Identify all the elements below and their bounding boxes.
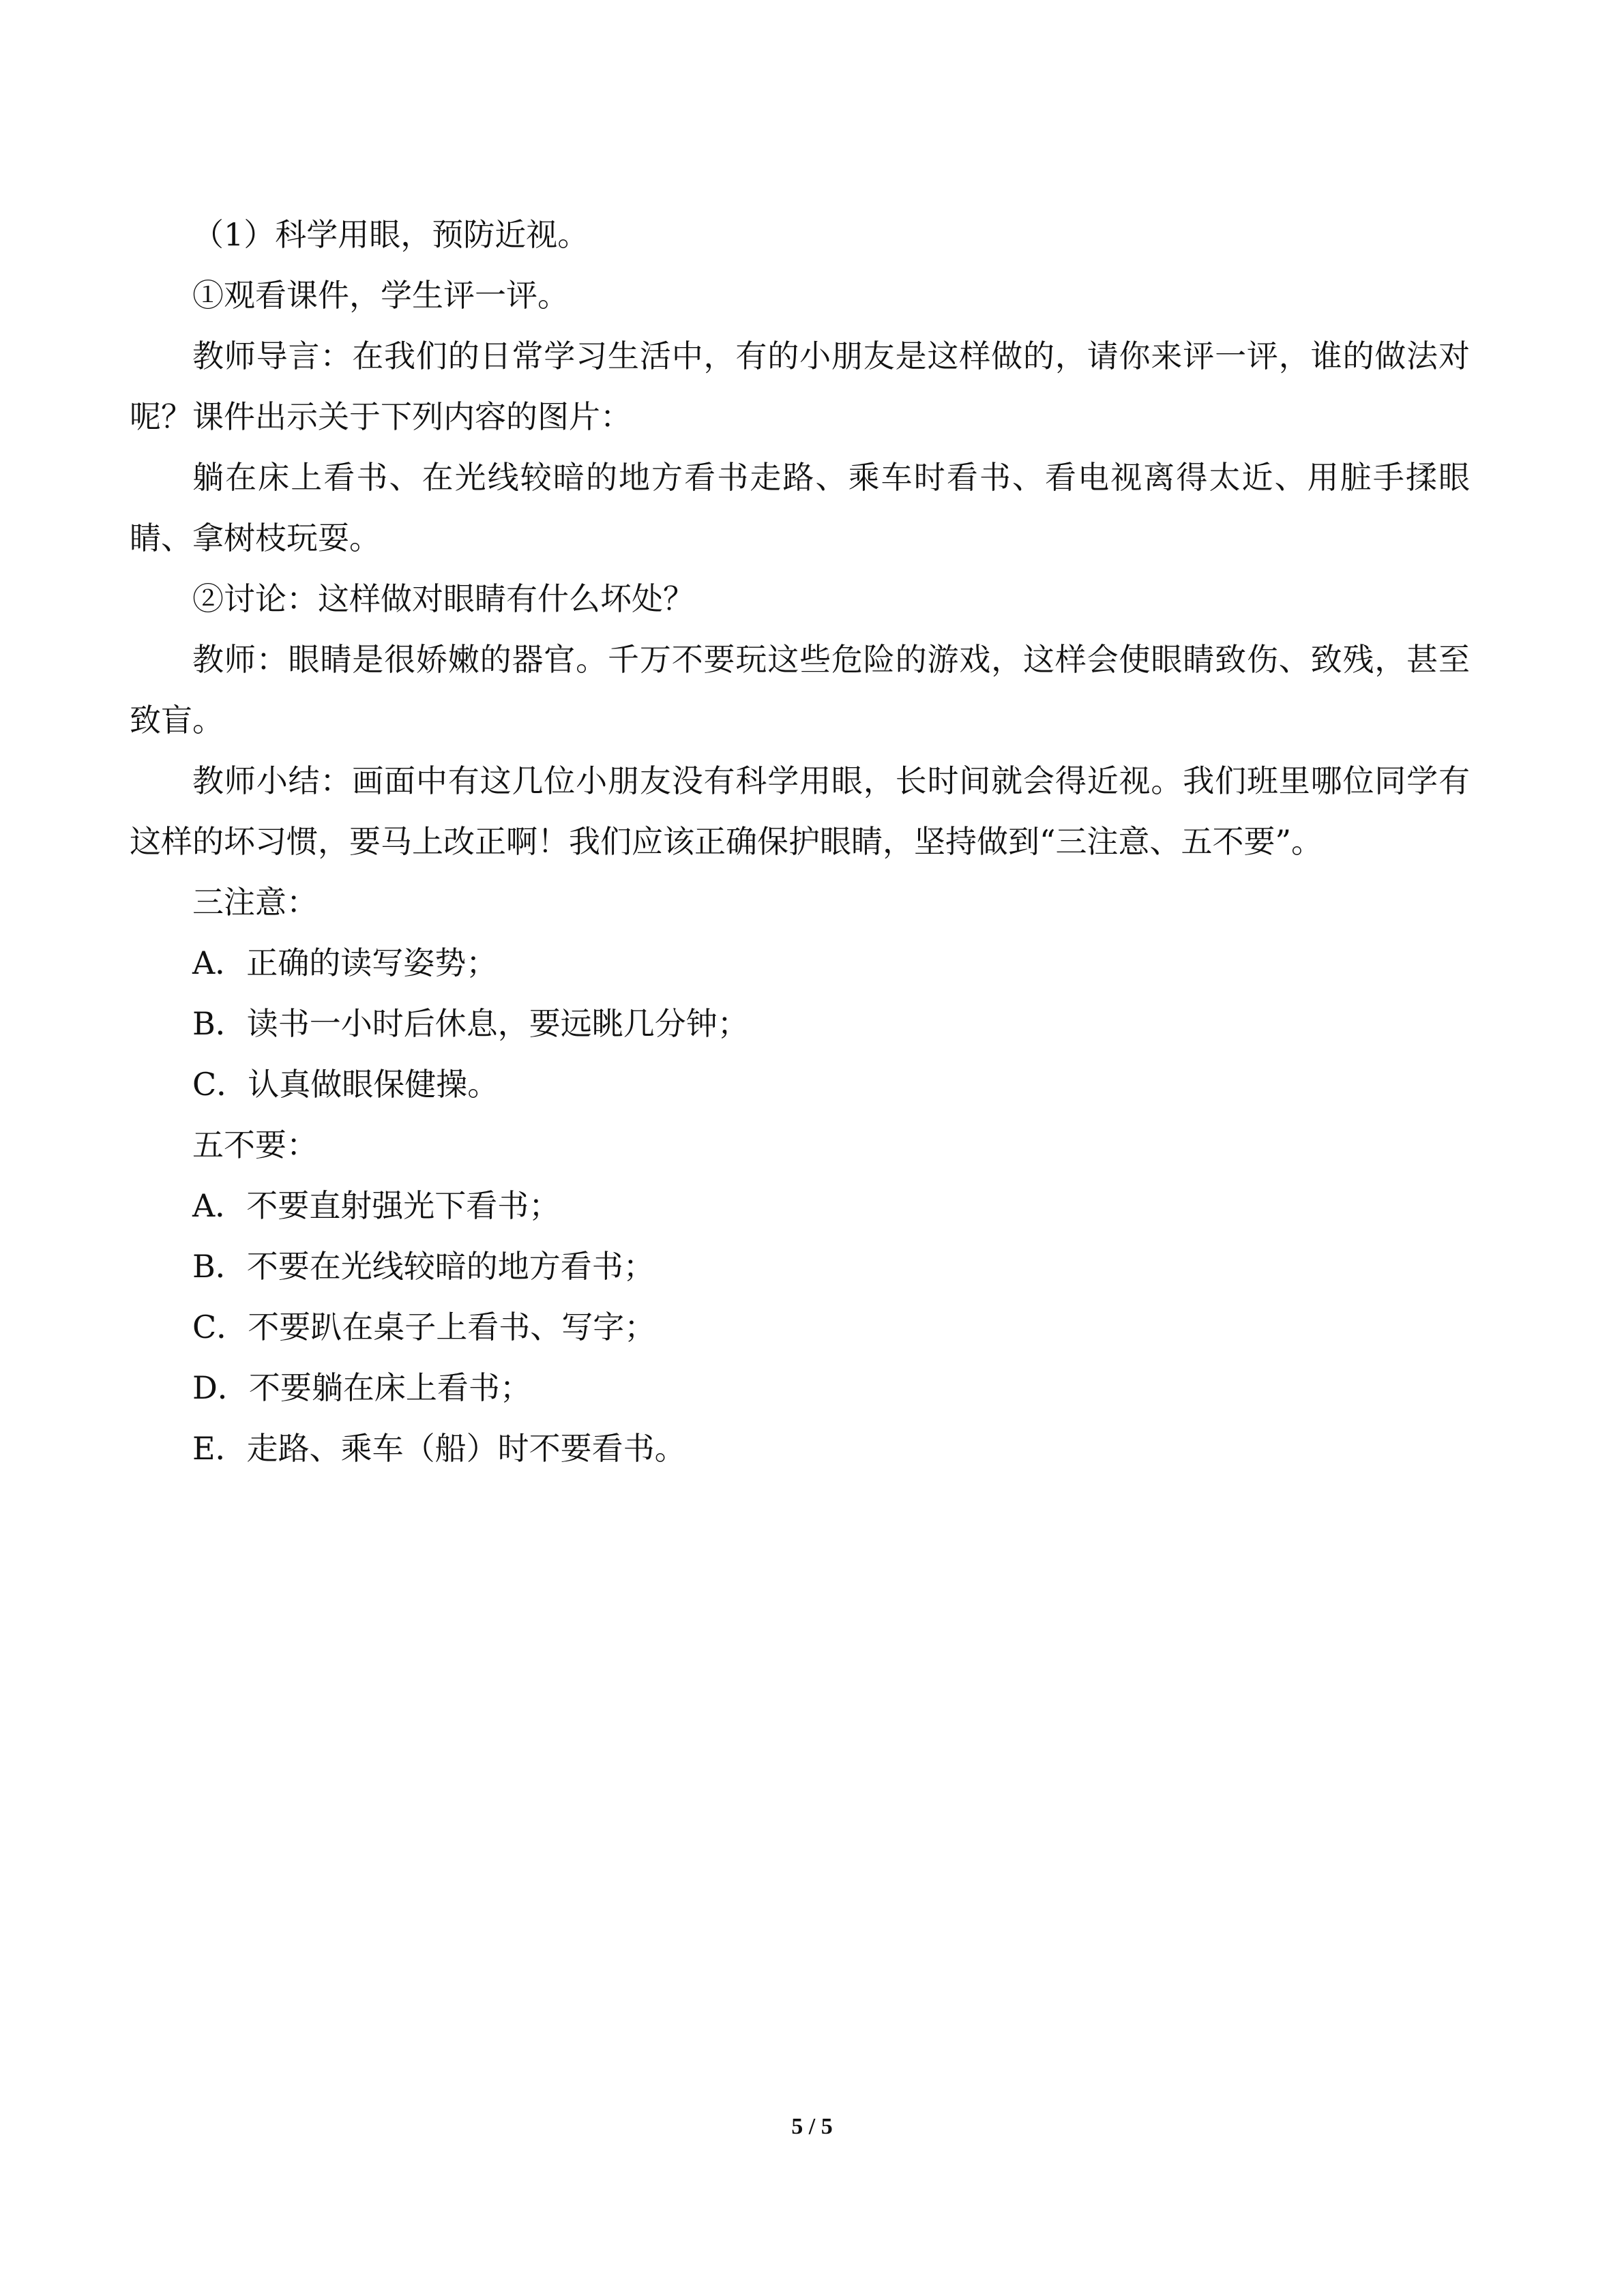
list-heading: 五不要： [192, 1127, 318, 1163]
paragraph: 教师导言：在我们的日常学习生活中，有的小朋友是这样做的，请你来评一评，谁的做法对呢？课件出示关于下列内容的图片： [130, 338, 1470, 435]
list-item: B．读书一小时后休息，要远眺几分钟； [192, 1005, 749, 1042]
paragraph: 教师：眼睛是很娇嫩的器官。千万不要玩这些危险的游戏，这样会使眼睛致伤、致残，甚至致盲。 [130, 641, 1470, 739]
document-body [130, 205, 1470, 1479]
paragraph: 教师小结：画面中有这几位小朋友没有科学用眼，长时间就会得近视。我们班里哪位同学有这样的坏习惯，要马上改正啊！我们应该正确保护眼睛，坚持做到“三注意、五不要”。 [130, 762, 1470, 860]
section-heading: （1）科学用眼，预防近视。 [192, 216, 589, 253]
list-heading: 三注意： [192, 884, 318, 921]
list-item: A．正确的读写姿势； [192, 944, 498, 981]
paragraph: 躺在床上看书、在光线较暗的地方看书走路、乘车时看书、看电视离得太近、用脏手揉眼睛、拿树枝玩耍。 [130, 459, 1470, 556]
list-item: C．认真做眼保健操。 [192, 1066, 499, 1103]
list-item: B．不要在光线较暗的地方看书； [192, 1248, 655, 1285]
list-item: A．不要直射强光下看书； [192, 1187, 561, 1224]
page-number: 5 / 5 [791, 2114, 833, 2139]
list-item: E．走路、乘车（船）时不要看书。 [192, 1430, 686, 1467]
paragraph: ①观看课件，学生评一评。 [192, 277, 569, 314]
list-item: D．不要躺在床上看书； [192, 1369, 531, 1406]
paragraph: ②讨论：这样做对眼睛有什么坏处？ [192, 580, 694, 617]
list-item: C．不要趴在桌子上看书、写字； [192, 1309, 656, 1345]
